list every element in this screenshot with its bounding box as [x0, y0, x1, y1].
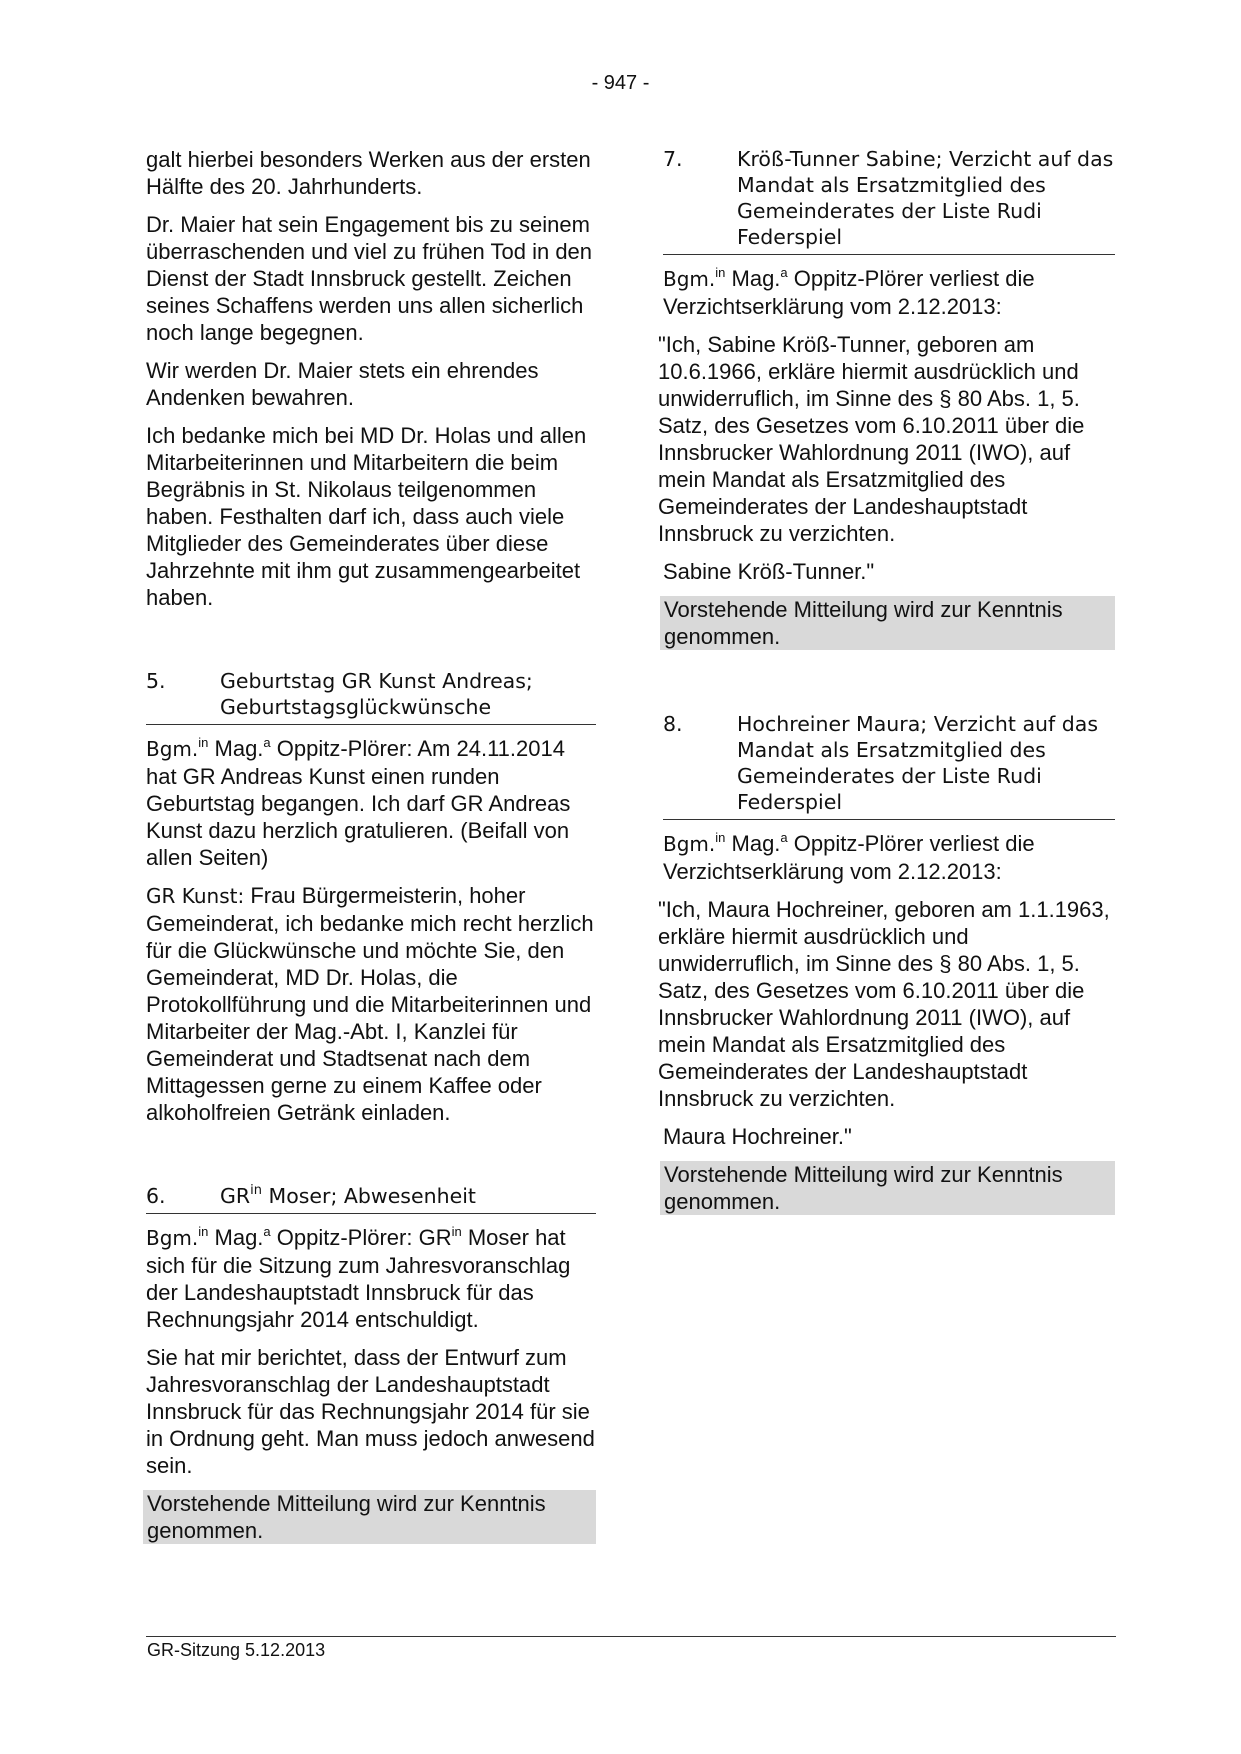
page-number: - 947 -: [591, 72, 650, 94]
section-8-heading: [663, 711, 1115, 820]
section-8-signature: Maura Hochreiner.": [663, 1124, 852, 1149]
section-8-paragraph-1: Bgm.$^{in}$ Mag.$^a$ Oppitz-Plörer verliest die Verzichtserklärung vom 2.12.2013:: [663, 830, 1035, 884]
section-6-heading: [146, 1183, 596, 1214]
section-7-signature: Sabine Kröß-Tunner.": [663, 559, 875, 584]
notice-box: Vorstehende Mitteilung wird zur Kenntnis genommen.: [660, 1161, 1115, 1215]
section-title: $GR^{in}$ Moser; Abwesenheit: [220, 1183, 476, 1208]
section-5-paragraph-2: GR Kunst: Frau Bürgermeisterin, hoher Gemeinderat, ich bedanke mich recht herzlich für die Glückwünsche und möchte Sie, den Gemeinderat, MD Dr. Holas, die Protokollführung und die Mitarbeiterinnen und Mitarbeiter der Mag.-Abt. I, Kanzlei für Gemeinderat und Stadtsenat nach dem Mittagessen gerne zu einem Kaffee oder alkoholfreien Getränk einladen.: [146, 883, 594, 1125]
section-number: 8.: [663, 712, 683, 736]
paragraph: galt hierbei besonders Werken aus der ersten Hälfte des 20. Jahrhunderts.: [146, 147, 591, 199]
paragraph: Ich bedanke mich bei MD Dr. Holas und allen Mitarbeiterinnen und Mitarbeitern die beim Begräbnis in St. Nikolaus teilgenommen haben. Festhalten darf ich, dass auch viele Mitglieder des Gemeinderates über diese Jahrzehnte mit ihm gut zusammengearbeitet haben.: [146, 423, 587, 610]
left-column: [146, 146, 596, 1555]
right-column: [658, 146, 1115, 1226]
paragraph: Dr. Maier hat sein Engagement bis zu seinem überraschenden und viel zu frühen Tod in den Dienst der Stadt Innsbruck gestellt. Zeichen seines Schaffens werden uns allen sicherlich noch lange begegnen.: [146, 212, 593, 345]
section-number: 6.: [146, 1184, 166, 1208]
section-title: Kröß-Tunner Sabine; Verzicht auf das Mandat als Ersatzmitglied des Gemeinderates der Liste Rudi Federspiel: [737, 147, 1114, 249]
section-6-paragraph-2: Sie hat mir berichtet, dass der Entwurf zum Jahresvoranschlag der Landeshauptstadt Innsbruck für das Rechnungsjahr 2014 für sie in Ordnung geht. Man muss jedoch anwesend sein.: [146, 1345, 595, 1478]
section-5-paragraph-1: Bgm.$^{in}$ Mag.$^a$ Oppitz-Plörer: Am 24.11.2014 hat GR Andreas Kunst einen runden Geburtstag begangen. Ich darf GR Andreas Kunst dazu herzlich gratulieren. (Beifall von allen Seiten): [146, 735, 571, 870]
footer-divider: [146, 1636, 1116, 1637]
notice-box: Vorstehende Mitteilung wird zur Kenntnis genommen.: [143, 1490, 596, 1544]
section-title: Hochreiner Maura; Verzicht auf das Mandat als Ersatzmitglied des Gemeinderates der Liste Rudi Federspiel: [737, 712, 1099, 814]
section-7-quote: "Ich, Sabine Kröß-Tunner, geboren am 10.6.1966, erkläre hiermit ausdrücklich und unwiderruflich, im Sinne des § 80 Abs. 1, 5. Satz, des Gesetzes vom 6.10.2011 über die Innsbrucker Wahlordnung 2011 (IWO), auf mein Mandat als Ersatzmitglied des Gemeinderates der Landeshauptstadt Innsbruck zu verzichten.: [658, 332, 1085, 546]
section-5-heading: [146, 668, 596, 725]
notice-box: Vorstehende Mitteilung wird zur Kenntnis genommen.: [660, 596, 1115, 650]
section-number: 7.: [663, 147, 683, 171]
section-7-heading: [663, 146, 1115, 255]
footer-text: GR-Sitzung 5.12.2013: [147, 1640, 326, 1660]
section-6-paragraph-1: Bgm.$^{in}$ Mag.$^a$ Oppitz-Plörer: $GR^{in}$ Moser hat sich für die Sitzung zum Jahresvoranschlag der Landeshauptstadt Innsbruck für das Rechnungsjahr 2014 entschuldigt.: [146, 1224, 571, 1332]
section-title: Geburtstag GR Kunst Andreas; Geburtstagsglückwünsche: [220, 669, 533, 719]
section-7-paragraph-1: Bgm.$^{in}$ Mag.$^a$ Oppitz-Plörer verliest die Verzichtserklärung vom 2.12.2013:: [663, 265, 1035, 319]
section-number: 5.: [146, 669, 166, 693]
paragraph: Wir werden Dr. Maier stets ein ehrendes Andenken bewahren.: [146, 358, 539, 410]
section-8-quote: "Ich, Maura Hochreiner, geboren am 1.1.1963, erkläre hiermit ausdrücklich und unwiderruflich, im Sinne des § 80 Abs. 1, 5. Satz, des Gesetzes vom 6.10.2011 über die Innsbrucker Wahlordnung 2011 (IWO), auf mein Mandat als Ersatzmitglied des Gemeinderates der Landeshauptstadt Innsbruck zu verzichten.: [658, 897, 1110, 1111]
